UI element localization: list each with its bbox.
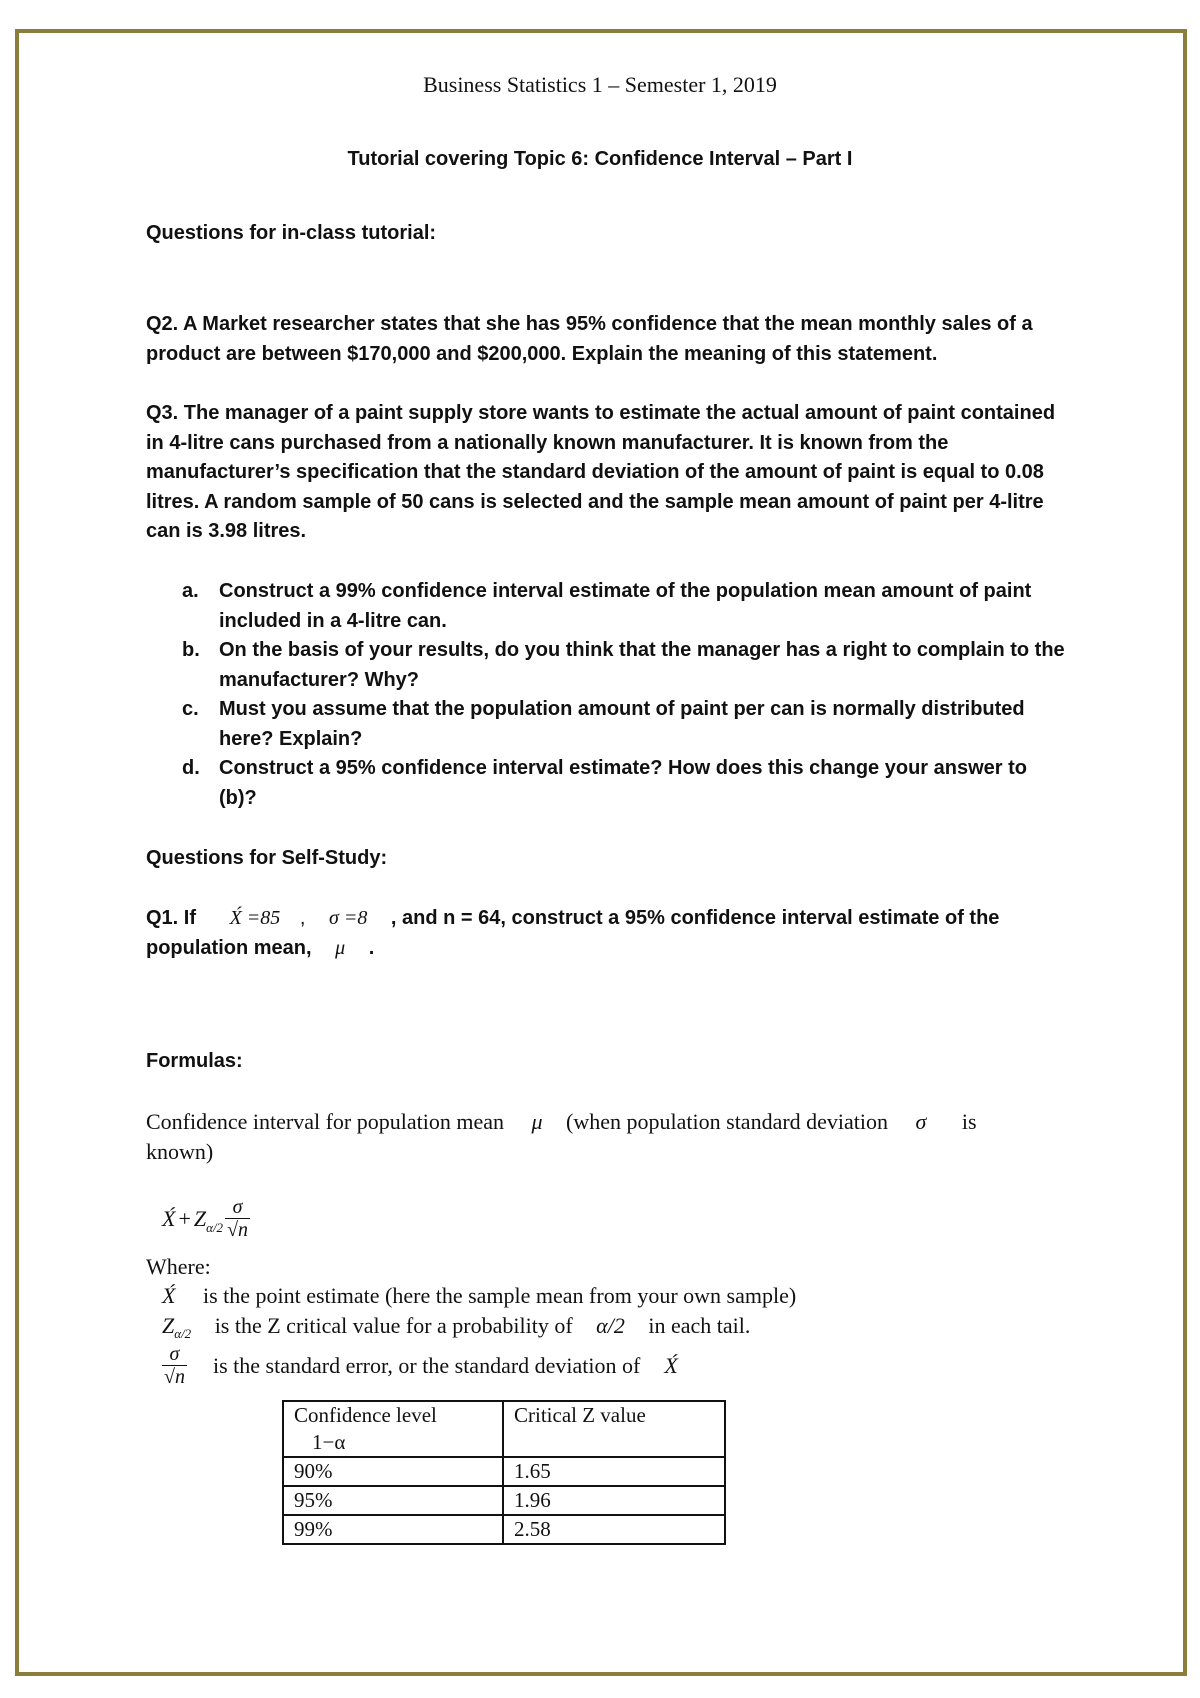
table-cell: 90%	[283, 1457, 503, 1486]
formulas-heading: Formulas:	[146, 1050, 243, 1072]
where-xbar-symbol: X́	[162, 1283, 176, 1308]
table-cell: 1.65	[503, 1457, 725, 1486]
table-cell: 2.58	[503, 1515, 725, 1544]
ci-desc-part1: Confidence interval for population mean	[146, 1109, 504, 1134]
q3-part-text: On the basis of your results, do you think that the manager has a right to complain to the manufacturer? Why?	[219, 639, 1065, 691]
question-q1	[146, 904, 1066, 963]
where-z-subscript: α/2	[174, 1326, 192, 1341]
q3-part-letter: b.	[182, 639, 200, 661]
table-row	[283, 1515, 725, 1544]
where-se-fraction	[162, 1343, 187, 1388]
q3-part-b	[146, 636, 1066, 695]
table-row	[283, 1457, 725, 1486]
table-header-cell	[283, 1401, 503, 1457]
where-z-desc-end: in each tail.	[648, 1313, 751, 1338]
document-header: Business Statistics 1 – Semester 1, 2019	[423, 72, 777, 97]
document-title: Tutorial covering Topic 6: Confidence Interval – Part I	[347, 148, 853, 170]
table-cell: 1.96	[503, 1486, 725, 1515]
table-header-row	[283, 1401, 725, 1457]
self-study-heading: Questions for Self-Study:	[146, 847, 388, 869]
q1-mu-symbol: μ	[335, 936, 346, 959]
critical-z-table	[282, 1400, 726, 1545]
where-alpha-half: α/2	[596, 1313, 625, 1338]
q3-part-text: Construct a 95% confidence interval estimate? How does this change your answer to (b)?	[219, 757, 1027, 809]
q3-part-letter: c.	[182, 698, 199, 720]
formula-fraction	[225, 1196, 250, 1241]
q3-part-c	[146, 695, 1066, 754]
ci-description	[146, 1107, 1076, 1167]
q1-middle-text: , and n = 64, construct a 95% confidence interval estimate of the	[390, 907, 1000, 929]
where-label: Where:	[146, 1254, 211, 1279]
q3-part-a	[146, 577, 1066, 636]
where-xbar-line	[162, 1283, 796, 1309]
q3-part-text: Construct a 99% confidence interval estimate of the population mean amount of paint included in a 4-litre can.	[219, 580, 1032, 632]
table-cell: 95%	[283, 1486, 503, 1515]
where-se-xbar: X́	[664, 1352, 678, 1378]
formula-plus: +	[178, 1205, 191, 1231]
q1-xbar-value: X́ =85	[229, 907, 281, 929]
q1-sigma-value: σ =8	[328, 907, 368, 929]
in-class-heading: Questions for in-class tutorial:	[146, 222, 437, 244]
question-q2: Q2. A Market researcher states that she has 95% confidence that the mean monthly sales of a product are between $170,000 and $200,000. Explain the meaning of this statement.	[146, 313, 1033, 365]
table-header-sub: 1−α	[312, 1430, 346, 1454]
where-xbar-desc: is the point estimate (here the sample mean from your own sample)	[202, 1283, 797, 1308]
ci-formula	[162, 1196, 250, 1241]
formula-denominator: √n	[227, 1219, 249, 1241]
question-q3: Q3. The manager of a paint supply store wants to estimate the actual amount of paint contained in 4-litre cans purchased from a nationally known manufacturer. It is known from the manufacturer’s specification that the standard deviation of the amount of paint is equal to 0.08 litres. A random sample of 50 cans is selected and the sample mean amount of paint per 4-litre can is 3.98 litres.	[146, 402, 1056, 542]
where-se-denominator: √n	[164, 1366, 185, 1388]
q3-part-text: Must you assume that the population amount of paint per can is normally distributed here? Explain?	[219, 698, 1025, 750]
ci-sigma-symbol: σ	[915, 1109, 927, 1134]
q1-period: .	[368, 936, 375, 959]
q1-line2: population mean,	[146, 936, 312, 959]
where-se-desc: is the standard error, or the standard deviation of	[212, 1352, 641, 1378]
table-header-label: Confidence level	[294, 1403, 437, 1427]
ci-desc-part3: is	[961, 1109, 977, 1134]
q1-prefix: Q1. If	[146, 907, 197, 929]
where-z-symbol: Z	[162, 1313, 175, 1338]
ci-desc-part4: known)	[146, 1139, 214, 1164]
q3-parts-list	[146, 577, 1066, 813]
table-cell: 99%	[283, 1515, 503, 1544]
where-z-desc: is the Z critical value for a probability of	[214, 1313, 573, 1338]
table-row	[283, 1486, 725, 1515]
ci-mu-symbol: μ	[531, 1109, 543, 1134]
where-se-line	[162, 1343, 678, 1388]
where-z-line	[162, 1313, 750, 1339]
ci-desc-part2: (when population standard deviation	[566, 1109, 889, 1134]
formula-xbar: X́	[162, 1205, 176, 1231]
formula-numerator: σ	[232, 1196, 243, 1218]
formula-z: Z	[193, 1205, 207, 1231]
q1-comma: ,	[299, 907, 306, 929]
q3-part-letter: a.	[182, 580, 199, 602]
where-se-numerator: σ	[169, 1343, 180, 1365]
q3-part-letter: d.	[182, 757, 200, 779]
formula-z-subscript: α/2	[206, 1219, 224, 1235]
table-header-cell: Critical Z value	[503, 1401, 725, 1457]
q3-part-d	[146, 754, 1066, 813]
